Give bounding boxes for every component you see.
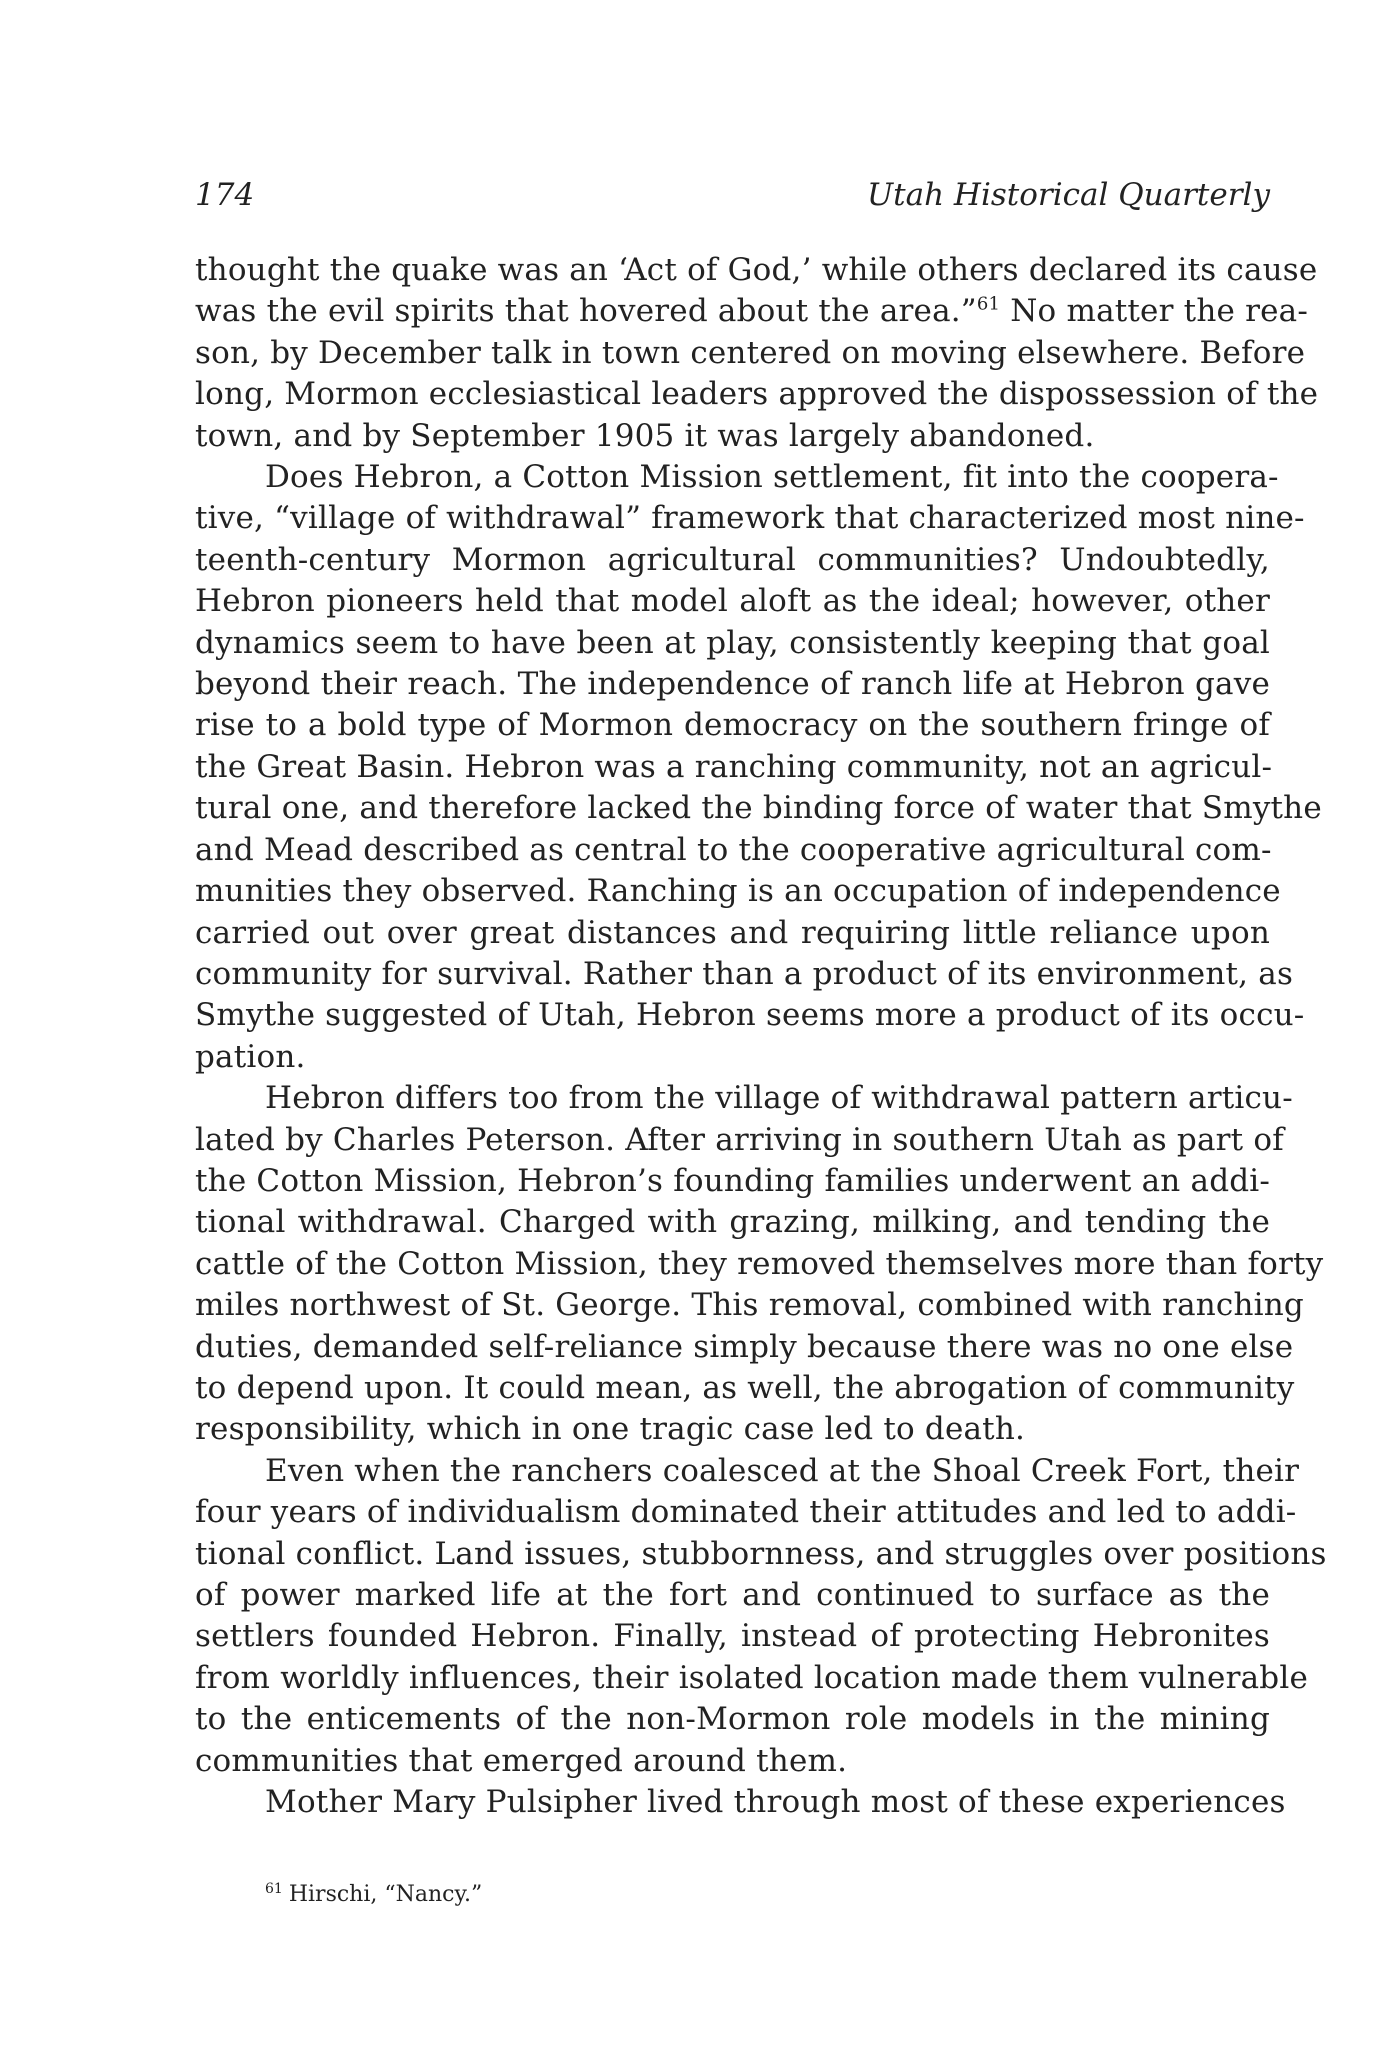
paragraph-first-line: Mother Mary Pulsipher lived through most of these experiences	[265, 1784, 1286, 1821]
text-line: and Mead described as central to the cooperative agricultural com-	[195, 831, 1272, 868]
running-head	[195, 175, 1270, 225]
text-line: Smythe suggested of Utah, Hebron seems more a product of its occu-	[195, 997, 1305, 1034]
text-line: from worldly influences, their isolated location made them vulnerable	[195, 1659, 1308, 1696]
text-line: responsibility, which in one tragic case led to death.	[195, 1411, 1026, 1448]
journal-title: Utah Historical Quarterly	[867, 177, 1270, 213]
text-line: son, by December talk in town centered on moving elsewhere. Before	[195, 334, 1306, 371]
footnote	[265, 1880, 1265, 1910]
text-line: duties, demanded self-reliance simply because there was no one else	[195, 1328, 1294, 1365]
paragraph-first-line: Even when the ranchers coalesced at the Shoal Creek Fort, their	[265, 1452, 1300, 1489]
text-line: thought the quake was an ‘Act of God,’ while others declared its cause	[195, 252, 1318, 288]
text-line: tural one, and therefore lacked the binding force of water that Smythe	[195, 790, 1322, 827]
text-line: four years of individualism dominated their attitudes and led to addi-	[195, 1494, 1297, 1531]
text-line: long, Mormon ecclesiastical leaders approved the dispossession of the	[195, 376, 1319, 413]
text-line: Hebron pioneers held that model aloft as the ideal; however, other	[195, 583, 1270, 620]
text-line: dynamics seem to have been at play, consistently keeping that goal	[195, 624, 1270, 661]
text-line: settlers founded Hebron. Finally, instead of protecting Hebronites	[195, 1618, 1270, 1655]
text-line: munities they observed. Ranching is an occupation of independence	[195, 873, 1281, 910]
text-line: carried out over great distances and requiring little reliance upon	[195, 914, 1270, 951]
text-line: tional conflict. Land issues, stubbornness, and struggles over positions	[195, 1535, 1327, 1572]
paragraph-first-line: Does Hebron, a Cotton Mission settlement, fit into the coopera-	[265, 459, 1279, 496]
text-line: beyond their reach. The independence of ranch life at Hebron gave	[195, 666, 1270, 703]
text-line: tive, “village of withdrawal” framework that characterized most nine-	[195, 500, 1305, 537]
paragraph-first-line: Hebron differs too from the village of withdrawal pattern articu-	[265, 1080, 1293, 1117]
text-line: of power marked life at the fort and continued to surface as the	[195, 1577, 1270, 1613]
text-segment: was the evil spirits that hovered about the area.”	[195, 293, 977, 330]
body-text	[195, 250, 1327, 1823]
page-number: 174	[195, 177, 255, 213]
text-segment: No matter the rea-	[1000, 293, 1309, 330]
text-line: to depend upon. It could mean, as well, the abrogation of community	[195, 1369, 1295, 1406]
text-line: cattle of the Cotton Mission, they removed themselves more than forty	[195, 1245, 1324, 1282]
text-line: pation.	[195, 1038, 306, 1075]
footnote-number: 61	[265, 1880, 283, 1897]
text-line-with-footnote	[195, 291, 1309, 332]
text-line: to the enticements of the non-Mormon role models in the mining	[195, 1701, 1270, 1738]
footnote-marker[interactable]: 61	[976, 294, 1001, 316]
text-line: tional withdrawal. Charged with grazing, milking, and tending the	[195, 1204, 1270, 1241]
text-line: the Great Basin. Hebron was a ranching community, not an agricul-	[195, 748, 1273, 785]
text-line: communities that emerged around them.	[195, 1742, 848, 1779]
text-line: community for survival. Rather than a product of its environment, as	[195, 955, 1294, 992]
text-line: lated by Charles Peterson. After arriving in southern Utah as part of	[195, 1121, 1284, 1158]
text-line: teenth-century Mormon agricultural communities? Undoubtedly,	[195, 541, 1270, 578]
text-line: town, and by September 1905 it was largely abandoned.	[195, 417, 1095, 454]
text-line: the Cotton Mission, Hebron’s founding families underwent an addi-	[195, 1162, 1271, 1199]
footnote-text: Hirschi, “Nancy.”	[288, 1882, 483, 1907]
text-line: miles northwest of St. George. This removal, combined with ranching	[195, 1287, 1304, 1324]
text-line: rise to a bold type of Mormon democracy on the southern fringe of	[195, 707, 1270, 744]
